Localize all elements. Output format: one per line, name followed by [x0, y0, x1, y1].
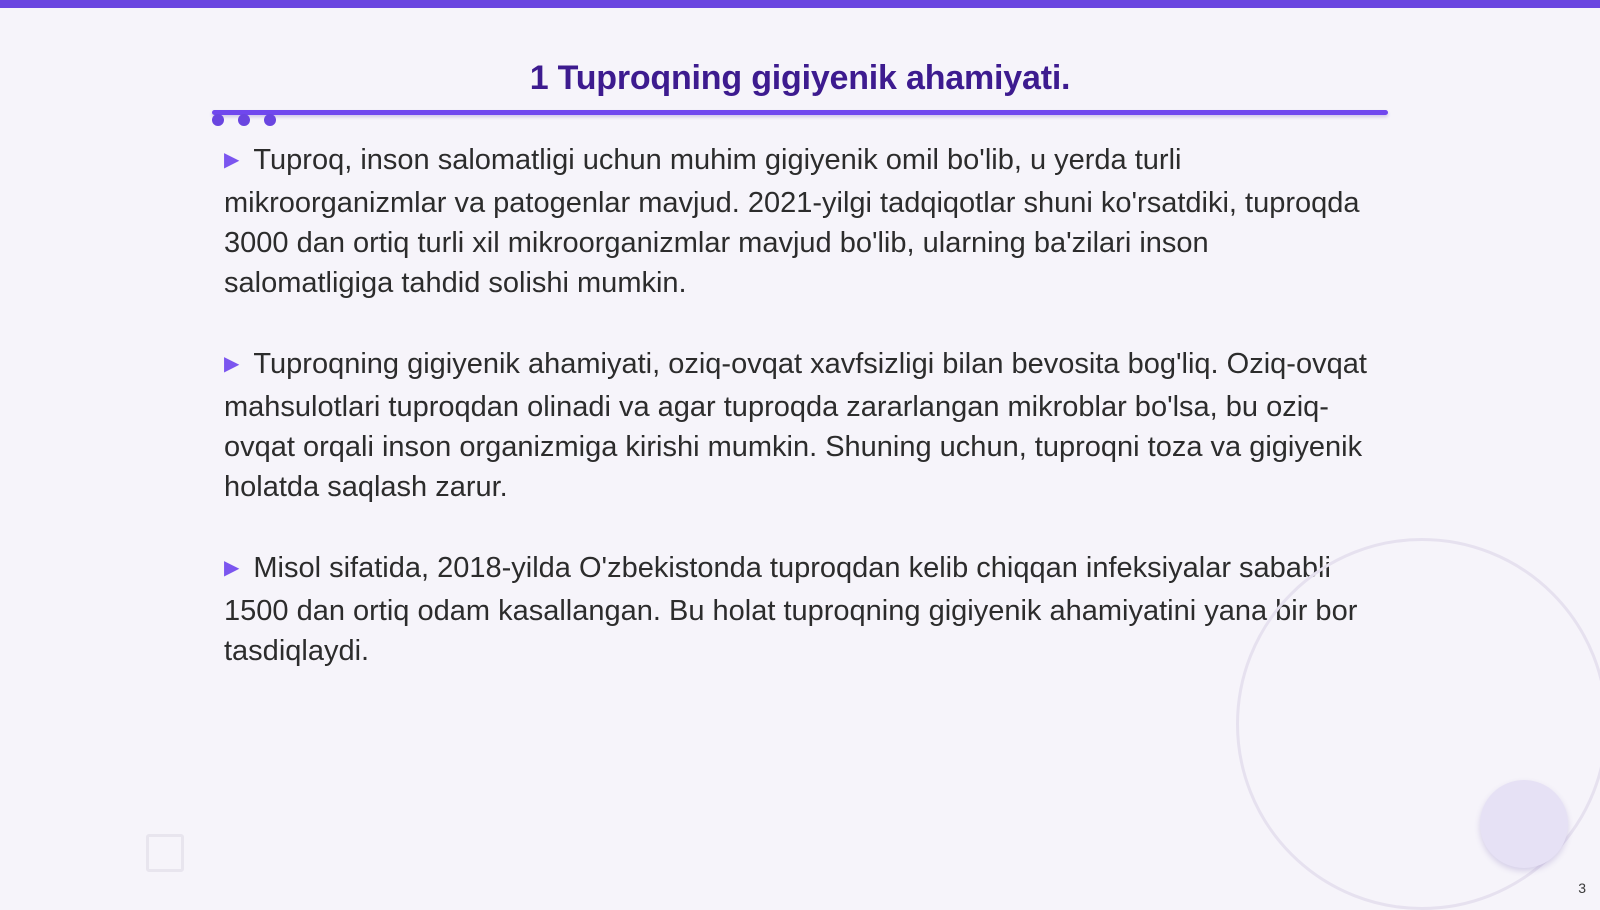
paragraph-text: Tuproq, inson salomatligi uchun muhim gigiyenik omil bo'lib, u yerda turli mikroorganizmlar va patogenlar mavjud. 2021-yilgi tadqiqotlar shuni ko'rsatdiki, tuproqda 3000 dan ortiq turli xil mikroorganizmlar mavjud bo'lib, ularning ba'zilari inson salomatligiga tahdid solishi mumkin. — [224, 144, 1360, 299]
bullet-paragraph-2 — [224, 344, 1384, 507]
decorative-square — [146, 834, 184, 872]
page-number: 3 — [1578, 880, 1586, 896]
decorative-dot — [238, 114, 250, 126]
bullet-paragraph-3 — [224, 548, 1384, 671]
slide-title: 1 Tuproqning gigiyenik ahamiyati. — [529, 59, 1071, 97]
slide-body — [224, 140, 1384, 712]
decorative-dot — [212, 114, 224, 126]
top-accent-bar — [0, 0, 1600, 8]
triangle-bullet-icon: ▶ — [224, 353, 240, 375]
triangle-bullet-icon: ▶ — [224, 557, 240, 579]
paragraph-text: Tuproqning gigiyenik ahamiyati, oziq-ovqat xavfsizligi bilan bevosita bog'liq. Oziq-ovqat mahsulotlari tuproqdan olinadi va agar tuproqda zararlangan mikroblar bo'lsa, bu oziq-ovqat orqali inson organizmiga kirishi mumkin. Shuning uchun, tuproqni toza va gigiyenik holatda saqlash zarur. — [224, 348, 1367, 503]
bullet-paragraph-1 — [224, 140, 1384, 303]
triangle-bullet-icon: ▶ — [224, 149, 240, 171]
paragraph-text: Misol sifatida, 2018-yilda O'zbekistonda tuproqdan kelib chiqqan infeksiyalar sababli 1500 dan ortiq odam kasallangan. Bu holat tuproqning gigiyenik ahamiyatini yana bir bor tasdiqlaydi. — [224, 552, 1358, 667]
decorative-circle — [1480, 780, 1568, 868]
decorative-dot — [264, 114, 276, 126]
title-underline — [212, 110, 1388, 115]
